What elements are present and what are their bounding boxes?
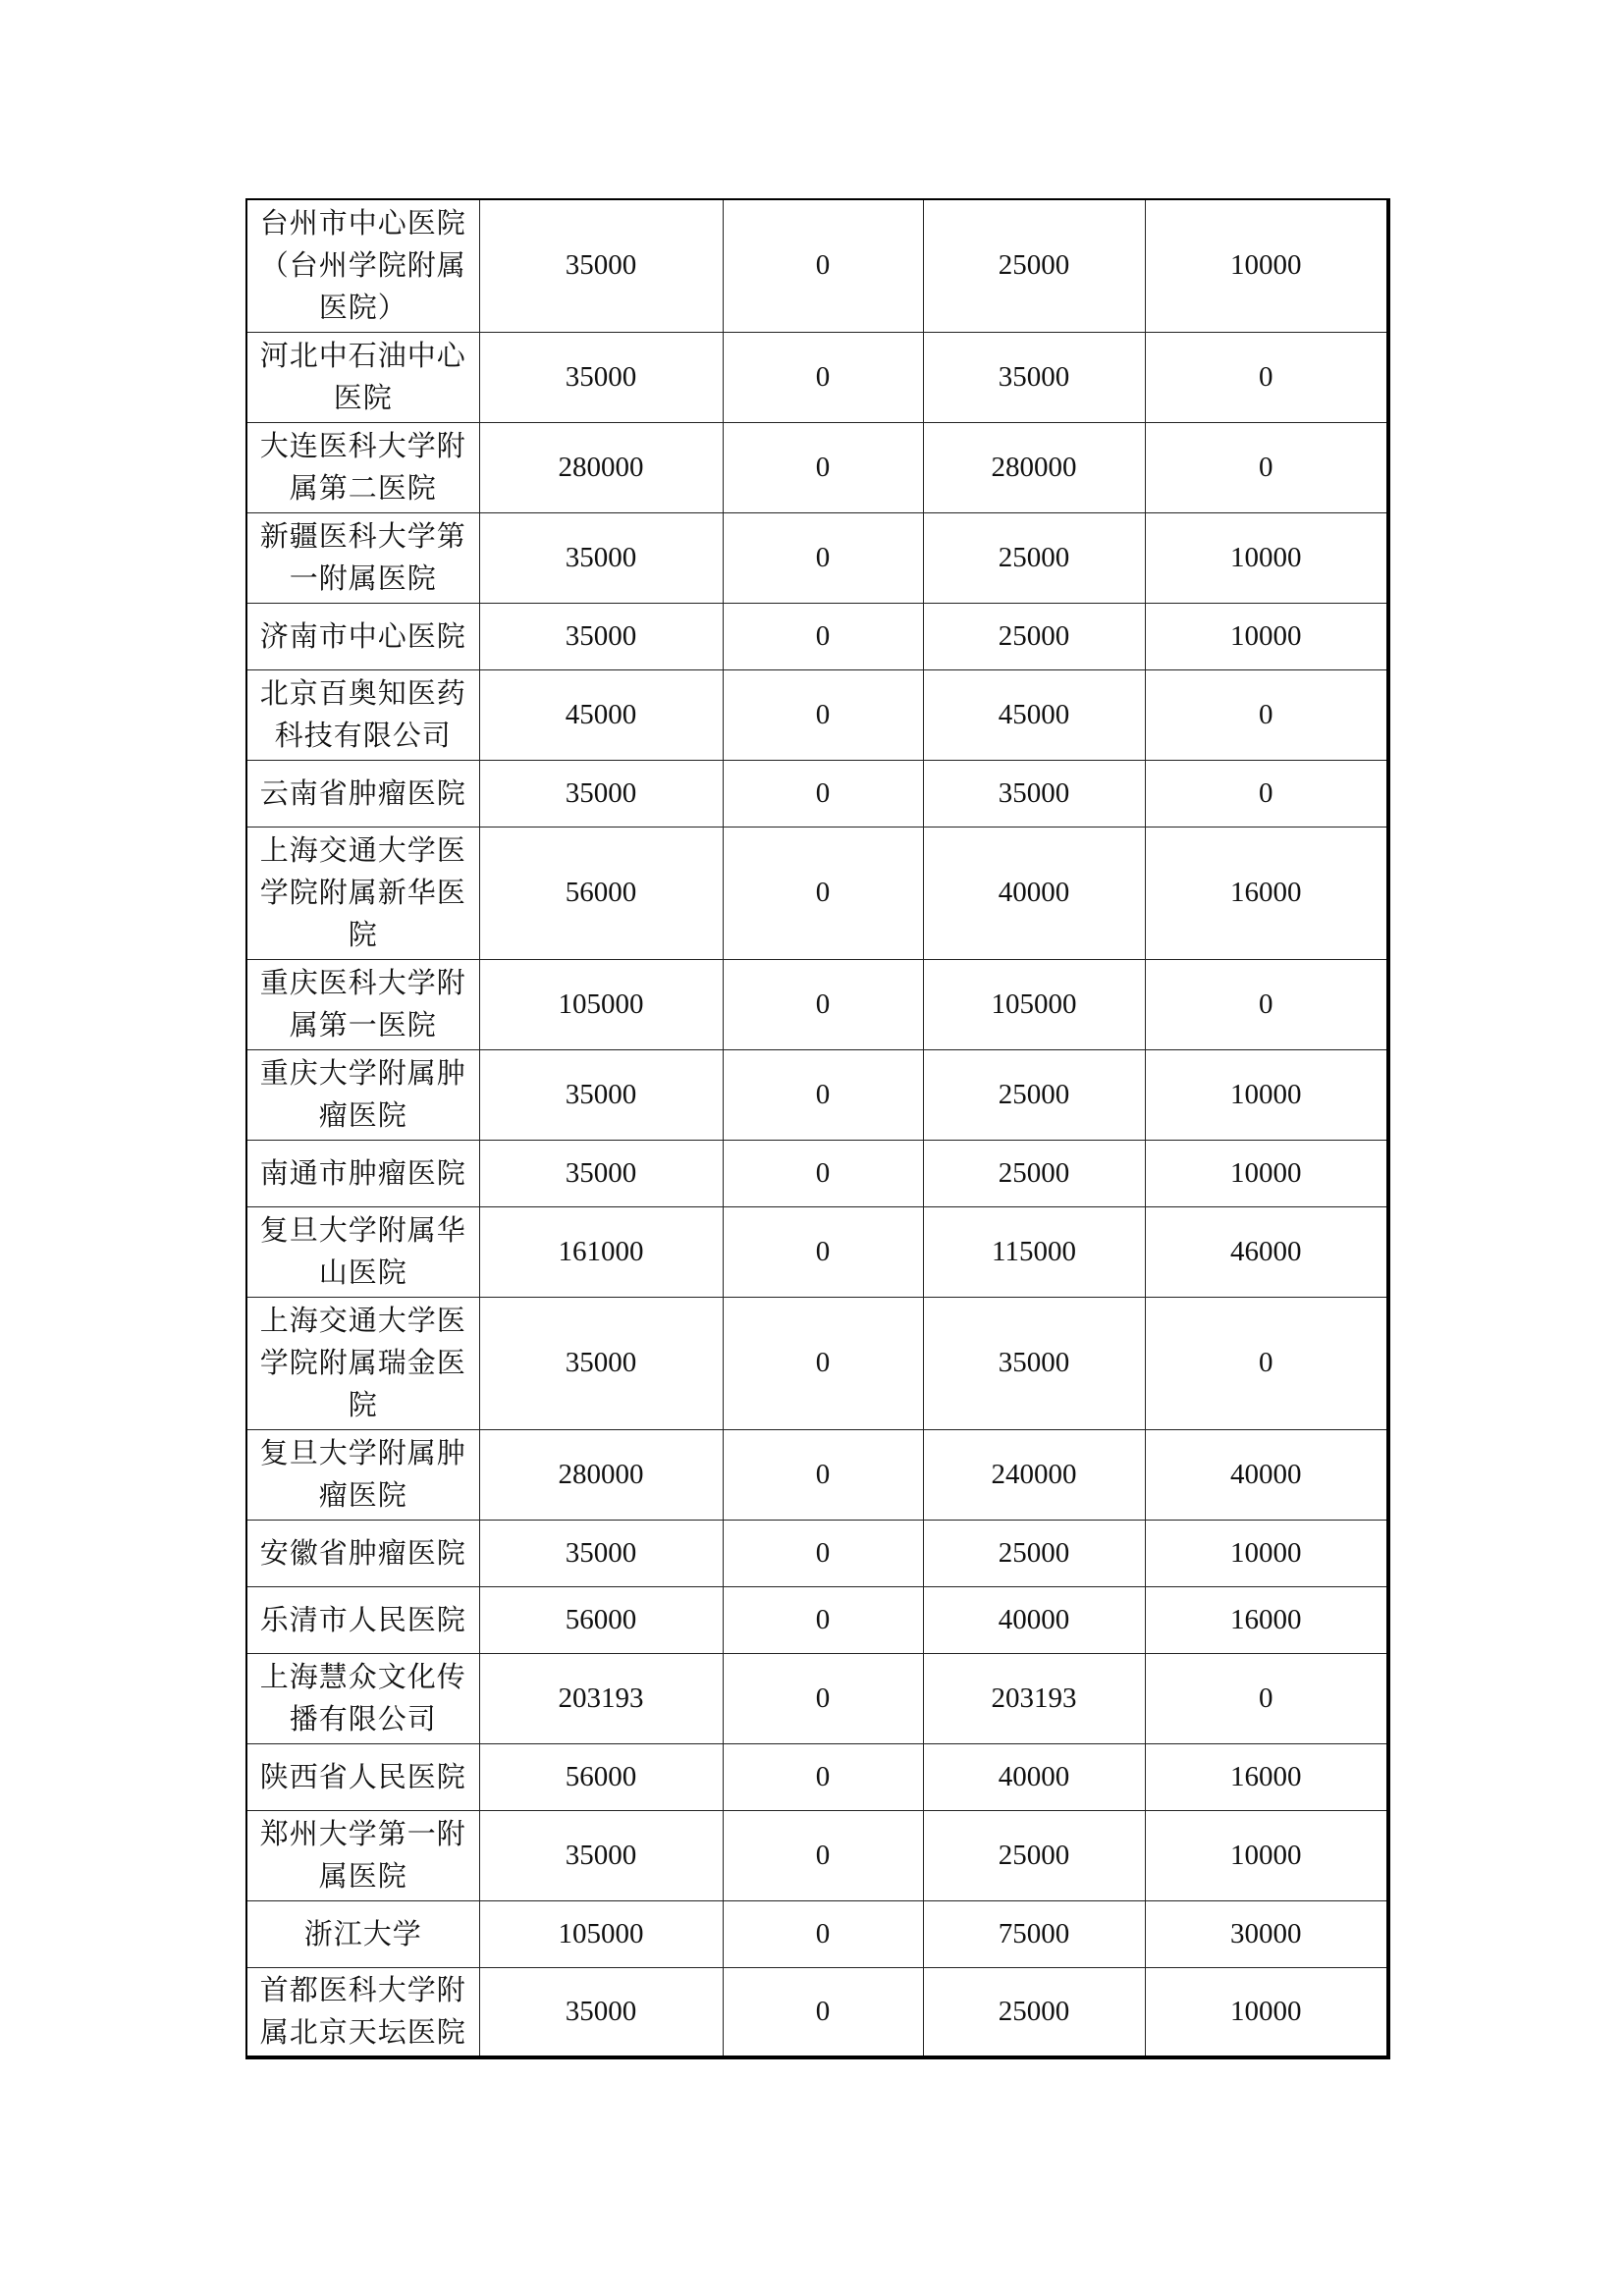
amount-c: 40000	[923, 1743, 1145, 1810]
amount-total: 35000	[479, 512, 723, 603]
institution-name: 上海交通大学医学院附属瑞金医院	[246, 1297, 479, 1429]
amount-c: 75000	[923, 1900, 1145, 1967]
amount-d: 0	[1145, 959, 1388, 1049]
amount-c: 115000	[923, 1206, 1145, 1297]
amount-total: 56000	[479, 1743, 723, 1810]
amount-d: 40000	[1145, 1429, 1388, 1520]
institution-name: 云南省肿瘤医院	[246, 760, 479, 827]
amount-c: 25000	[923, 512, 1145, 603]
amount-b: 0	[723, 1653, 923, 1743]
institution-name: 重庆大学附属肿瘤医院	[246, 1049, 479, 1140]
amount-total: 35000	[479, 760, 723, 827]
amount-b: 0	[723, 1900, 923, 1967]
institution-name: 复旦大学附属华山医院	[246, 1206, 479, 1297]
table-row	[246, 1653, 1388, 1743]
amount-c: 40000	[923, 827, 1145, 959]
institution-name: 重庆医科大学附属第一医院	[246, 959, 479, 1049]
amount-c: 35000	[923, 1297, 1145, 1429]
amount-c: 25000	[923, 1049, 1145, 1140]
amount-c: 25000	[923, 199, 1145, 332]
amount-total: 35000	[479, 1810, 723, 1900]
institution-name: 上海交通大学医学院附属新华医院	[246, 827, 479, 959]
amount-total: 35000	[479, 1520, 723, 1586]
amount-total: 35000	[479, 1049, 723, 1140]
amount-total: 280000	[479, 422, 723, 512]
amount-c: 35000	[923, 332, 1145, 422]
amount-d: 10000	[1145, 1520, 1388, 1586]
table-row	[246, 1586, 1388, 1653]
amount-d: 0	[1145, 1653, 1388, 1743]
table-row	[246, 1429, 1388, 1520]
table-row	[246, 1140, 1388, 1206]
amount-d: 10000	[1145, 199, 1388, 332]
table-row	[246, 1743, 1388, 1810]
table-row	[246, 199, 1388, 332]
institution-name: 台州市中心医院（台州学院附属医院）	[246, 199, 479, 332]
amount-b: 0	[723, 669, 923, 760]
amount-b: 0	[723, 1743, 923, 1810]
amount-c: 240000	[923, 1429, 1145, 1520]
amount-d: 10000	[1145, 1140, 1388, 1206]
amount-b: 0	[723, 1520, 923, 1586]
amount-d: 0	[1145, 422, 1388, 512]
amount-d: 0	[1145, 669, 1388, 760]
institution-name: 首都医科大学附属北京天坛医院	[246, 1967, 479, 2057]
institution-name: 浙江大学	[246, 1900, 479, 1967]
amount-d: 0	[1145, 760, 1388, 827]
amount-b: 0	[723, 512, 923, 603]
amount-b: 0	[723, 422, 923, 512]
amount-b: 0	[723, 959, 923, 1049]
institution-name: 北京百奥知医药科技有限公司	[246, 669, 479, 760]
table-row	[246, 827, 1388, 959]
table-row	[246, 1206, 1388, 1297]
amount-c: 45000	[923, 669, 1145, 760]
amount-total: 105000	[479, 1900, 723, 1967]
amount-c: 280000	[923, 422, 1145, 512]
table-row	[246, 1520, 1388, 1586]
amount-c: 25000	[923, 1810, 1145, 1900]
amount-b: 0	[723, 1967, 923, 2057]
table-row	[246, 1049, 1388, 1140]
amount-c: 203193	[923, 1653, 1145, 1743]
amount-d: 16000	[1145, 1743, 1388, 1810]
funding-table	[245, 198, 1390, 2059]
amount-total: 105000	[479, 959, 723, 1049]
institution-name: 济南市中心医院	[246, 603, 479, 669]
institution-name: 安徽省肿瘤医院	[246, 1520, 479, 1586]
table-row	[246, 1297, 1388, 1429]
institution-name: 复旦大学附属肿瘤医院	[246, 1429, 479, 1520]
amount-total: 56000	[479, 1586, 723, 1653]
amount-d: 0	[1145, 332, 1388, 422]
amount-d: 46000	[1145, 1206, 1388, 1297]
amount-total: 280000	[479, 1429, 723, 1520]
amount-b: 0	[723, 1429, 923, 1520]
table-row	[246, 512, 1388, 603]
amount-total: 161000	[479, 1206, 723, 1297]
amount-b: 0	[723, 1206, 923, 1297]
amount-c: 35000	[923, 760, 1145, 827]
amount-total: 35000	[479, 1297, 723, 1429]
institution-name: 河北中石油中心医院	[246, 332, 479, 422]
table-row	[246, 332, 1388, 422]
amount-total: 56000	[479, 827, 723, 959]
institution-name: 上海慧众文化传播有限公司	[246, 1653, 479, 1743]
amount-c: 25000	[923, 603, 1145, 669]
amount-total: 35000	[479, 1140, 723, 1206]
amount-total: 35000	[479, 603, 723, 669]
amount-d: 16000	[1145, 827, 1388, 959]
table-row	[246, 959, 1388, 1049]
amount-b: 0	[723, 332, 923, 422]
table-row	[246, 1967, 1388, 2057]
institution-name: 南通市肿瘤医院	[246, 1140, 479, 1206]
institution-name: 乐清市人民医院	[246, 1586, 479, 1653]
amount-total: 35000	[479, 199, 723, 332]
amount-total: 35000	[479, 1967, 723, 2057]
amount-d: 0	[1145, 1297, 1388, 1429]
amount-b: 0	[723, 827, 923, 959]
amount-b: 0	[723, 1049, 923, 1140]
amount-d: 30000	[1145, 1900, 1388, 1967]
amount-c: 25000	[923, 1967, 1145, 2057]
institution-name: 新疆医科大学第一附属医院	[246, 512, 479, 603]
table-row	[246, 760, 1388, 827]
amount-b: 0	[723, 1586, 923, 1653]
amount-total: 45000	[479, 669, 723, 760]
amount-b: 0	[723, 760, 923, 827]
amount-d: 10000	[1145, 1967, 1388, 2057]
table-row	[246, 1810, 1388, 1900]
amount-c: 105000	[923, 959, 1145, 1049]
amount-b: 0	[723, 1140, 923, 1206]
table-body	[246, 199, 1388, 2057]
institution-name: 陕西省人民医院	[246, 1743, 479, 1810]
table-row	[246, 422, 1388, 512]
amount-d: 10000	[1145, 603, 1388, 669]
table-row	[246, 669, 1388, 760]
amount-d: 10000	[1145, 1049, 1388, 1140]
table-row	[246, 603, 1388, 669]
amount-d: 16000	[1145, 1586, 1388, 1653]
amount-total: 35000	[479, 332, 723, 422]
amount-c: 25000	[923, 1140, 1145, 1206]
amount-d: 10000	[1145, 512, 1388, 603]
amount-c: 25000	[923, 1520, 1145, 1586]
amount-b: 0	[723, 603, 923, 669]
amount-b: 0	[723, 1297, 923, 1429]
amount-total: 203193	[479, 1653, 723, 1743]
amount-b: 0	[723, 199, 923, 332]
institution-name: 郑州大学第一附属医院	[246, 1810, 479, 1900]
institution-name: 大连医科大学附属第二医院	[246, 422, 479, 512]
amount-d: 10000	[1145, 1810, 1388, 1900]
table-row	[246, 1900, 1388, 1967]
amount-c: 40000	[923, 1586, 1145, 1653]
amount-b: 0	[723, 1810, 923, 1900]
